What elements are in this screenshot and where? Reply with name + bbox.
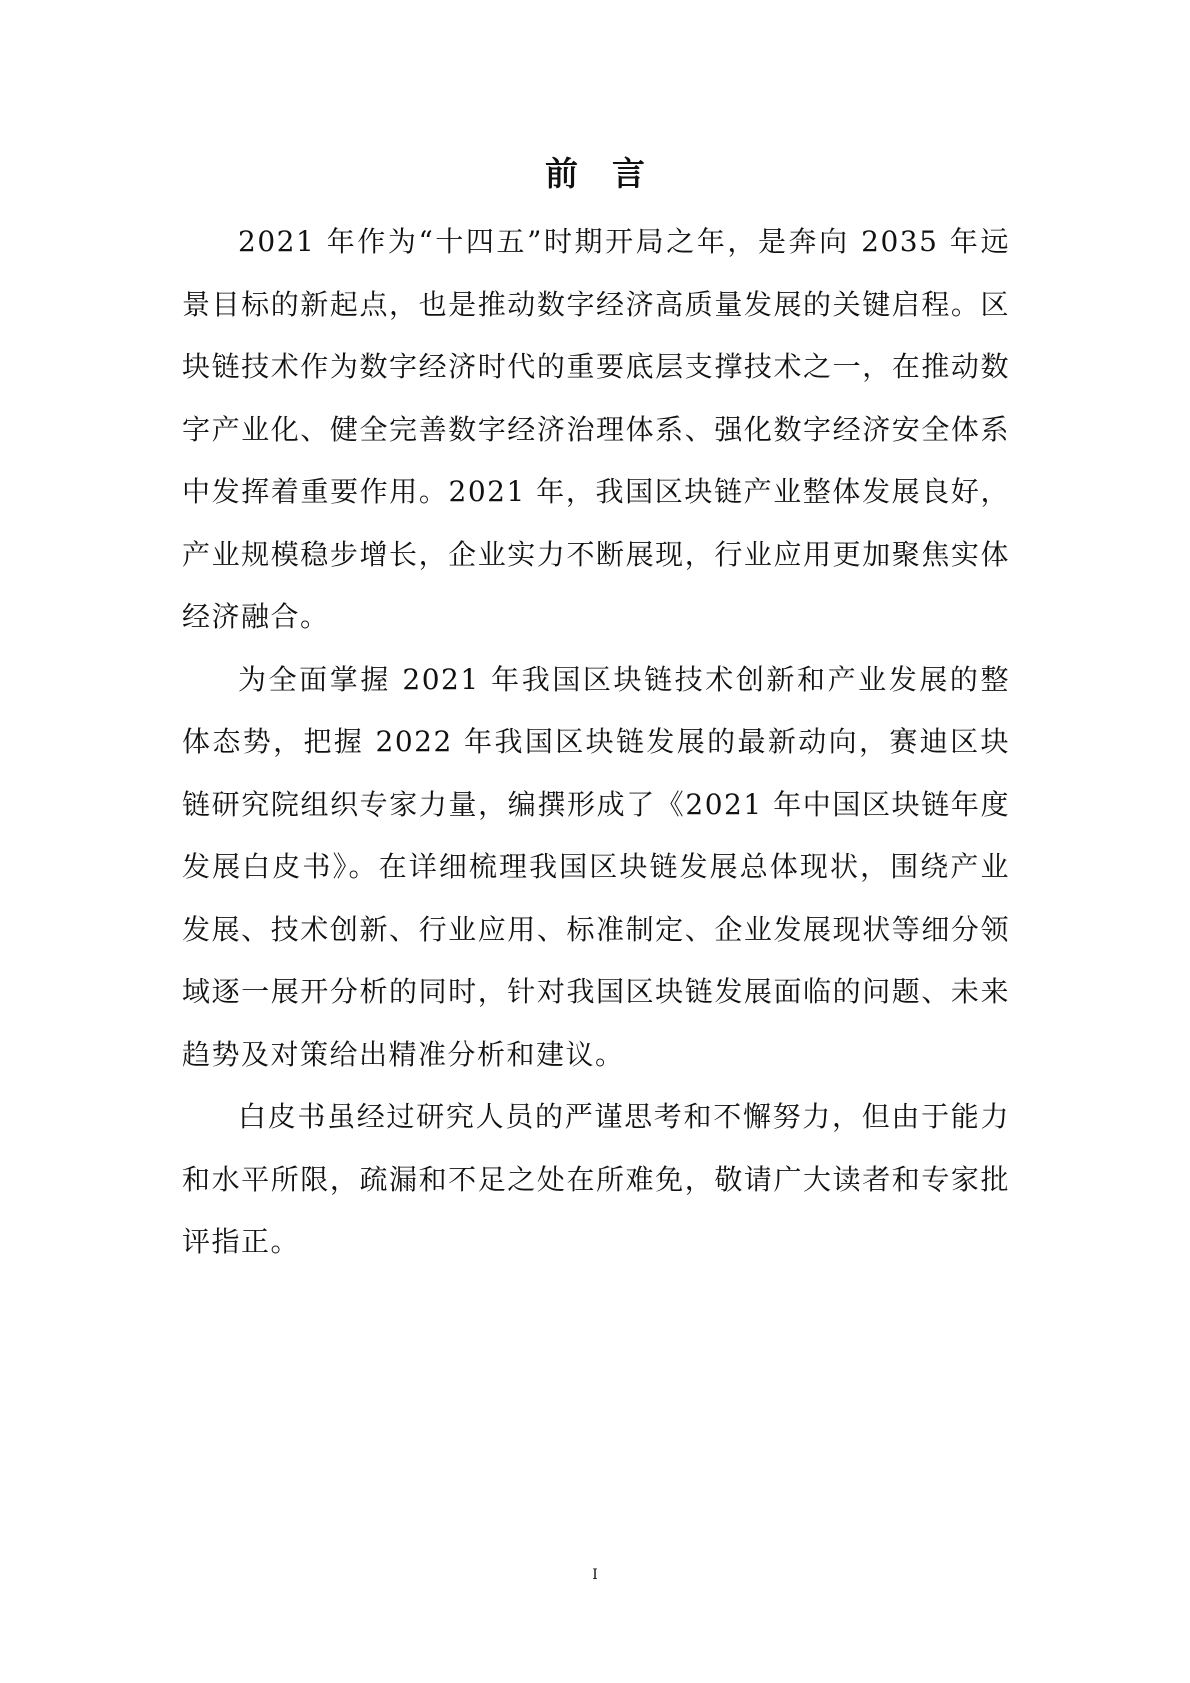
- paragraph-3: 白皮书虽经过研究人员的严谨思考和不懈努力，但由于能力和水平所限，疏漏和不足之处在所难免，敬请广大读者和专家批评指正。: [182, 1100, 1010, 1258]
- title-char-2: 言: [612, 154, 645, 193]
- paragraph-1: 2021 年作为“十四五”时期开局之年，是奔向 2035 年远景目标的新起点，也是推动数字经济高质量发展的关键启程。区块链技术作为数字经济时代的重要底层支撑技术之一，在推动数字产业化、健全完善数字经济治理体系、强化数字经济安全体系中发挥着重要作用。2021 年，我国区块链产业整体发展良好，产业规模稳步增长，企业实力不断展现，行业应用更加聚焦实体经济融合。: [182, 225, 1010, 633]
- paragraph-2: 为全面掌握 2021 年我国区块链技术创新和产业发展的整体态势，把握 2022 年我国区块链发展的最新动向，赛迪区块链研究院组织专家力量，编撰形成了《2021 年中国区块链年度发展白皮书》。在详细梳理我国区块链发展总体现状，围绕产业发展、技术创新、行业应用、标准制定、企业发展现状等细分领域逐一展开分析的同时，针对我国区块链发展面临的问题、未来趋势及对策给出精准分析和建议。: [182, 662, 1010, 1071]
- preface-body: [182, 211, 1010, 1274]
- page-number: I: [592, 1567, 598, 1583]
- page-title: [0, 150, 1190, 198]
- title-char-1: 前: [545, 154, 578, 193]
